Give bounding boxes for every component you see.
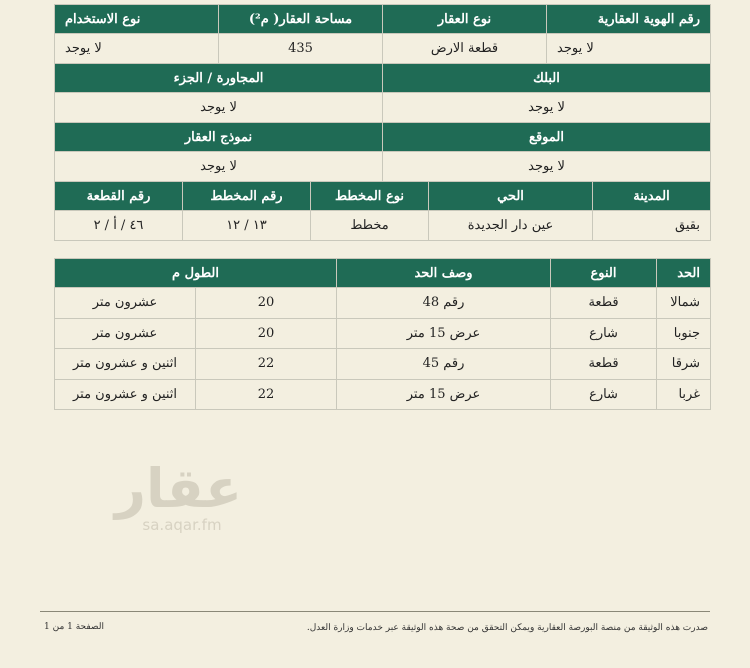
boundary-length: 20	[196, 318, 337, 349]
boundary-length-text: عشرون متر	[55, 288, 196, 319]
boundary-desc: رقم 45	[337, 349, 551, 380]
table-row	[55, 318, 711, 349]
boundary-length: 22	[196, 379, 337, 410]
header-side: الحد	[657, 259, 711, 288]
boundary-type: قطعة	[551, 349, 657, 380]
header-plan-type: نوع المخطط	[311, 182, 429, 211]
value-property-id: لا يوجد	[547, 34, 711, 64]
header-property-area: مساحة العقار( م²)	[219, 5, 383, 34]
header-plan-number: رقم المخطط	[183, 182, 311, 211]
value-city: بقيق	[593, 211, 711, 241]
value-block: لا يوجد	[383, 93, 711, 123]
value-usage-type: لا يوجد	[55, 34, 219, 64]
header-property-type: نوع العقار	[383, 5, 547, 34]
header-boundary-type: النوع	[551, 259, 657, 288]
header-usage-type: نوع الاستخدام	[55, 5, 219, 34]
boundary-type: قطعة	[551, 288, 657, 319]
header-plot-number: رقم القطعة	[55, 182, 183, 211]
value-property-area: 435	[219, 34, 383, 64]
boundary-length-text: عشرون متر	[55, 318, 196, 349]
boundary-desc: عرض 15 متر	[337, 318, 551, 349]
header-block: البلك	[383, 64, 711, 93]
header-property-model: نموذج العقار	[55, 123, 383, 152]
table-row	[55, 379, 711, 410]
page-number: الصفحة 1 من 1	[44, 622, 104, 632]
header-neighborhood-part: المجاورة / الجزء	[55, 64, 383, 93]
boundary-side: جنوبا	[657, 318, 711, 349]
aqar-watermark	[114, 457, 242, 534]
property-info-table	[54, 4, 711, 64]
watermark-logo: عقار	[114, 457, 242, 520]
footer-note: صدرت هذه الوثيقة من منصة البورصة العقارية ويمكن التحقق من صحة هذه الوثيقة عبر خدمات وزارة العدل.	[306, 623, 708, 633]
header-property-id: رقم الهوية العقارية	[547, 5, 711, 34]
boundary-desc: عرض 15 متر	[337, 379, 551, 410]
boundary-side: شمالا	[657, 288, 711, 319]
header-boundary-desc: وصف الحد	[337, 259, 551, 288]
footer-divider	[40, 611, 710, 612]
value-plot-number: ٤٦ / أ / ٢	[55, 211, 183, 241]
boundary-length: 22	[196, 349, 337, 380]
header-city: المدينة	[593, 182, 711, 211]
boundary-type: شارع	[551, 379, 657, 410]
table-row	[55, 288, 711, 319]
header-location: الموقع	[383, 123, 711, 152]
value-district: عين دار الجديدة	[429, 211, 593, 241]
header-length: الطول م	[55, 259, 337, 288]
boundary-type: شارع	[551, 318, 657, 349]
value-property-type: قطعة الارض	[383, 34, 547, 64]
value-plan-number: ١٣ / ١٢	[183, 211, 311, 241]
location-table	[54, 122, 711, 182]
boundary-side: شرقا	[657, 349, 711, 380]
boundaries-table	[54, 258, 711, 410]
boundary-length: 20	[196, 288, 337, 319]
plan-table	[54, 181, 711, 241]
boundary-length-text: اثنين و عشرون متر	[55, 349, 196, 380]
boundary-side: غربا	[657, 379, 711, 410]
value-neighborhood-part: لا يوجد	[55, 93, 383, 123]
boundary-desc: رقم 48	[337, 288, 551, 319]
block-table	[54, 63, 711, 123]
boundary-length-text: اثنين و عشرون متر	[55, 379, 196, 410]
value-location: لا يوجد	[383, 152, 711, 182]
watermark-url: sa.aqar.fm	[142, 516, 222, 534]
table-row	[55, 349, 711, 380]
value-property-model: لا يوجد	[55, 152, 383, 182]
value-plan-type: مخطط	[311, 211, 429, 241]
header-district: الحي	[429, 182, 593, 211]
